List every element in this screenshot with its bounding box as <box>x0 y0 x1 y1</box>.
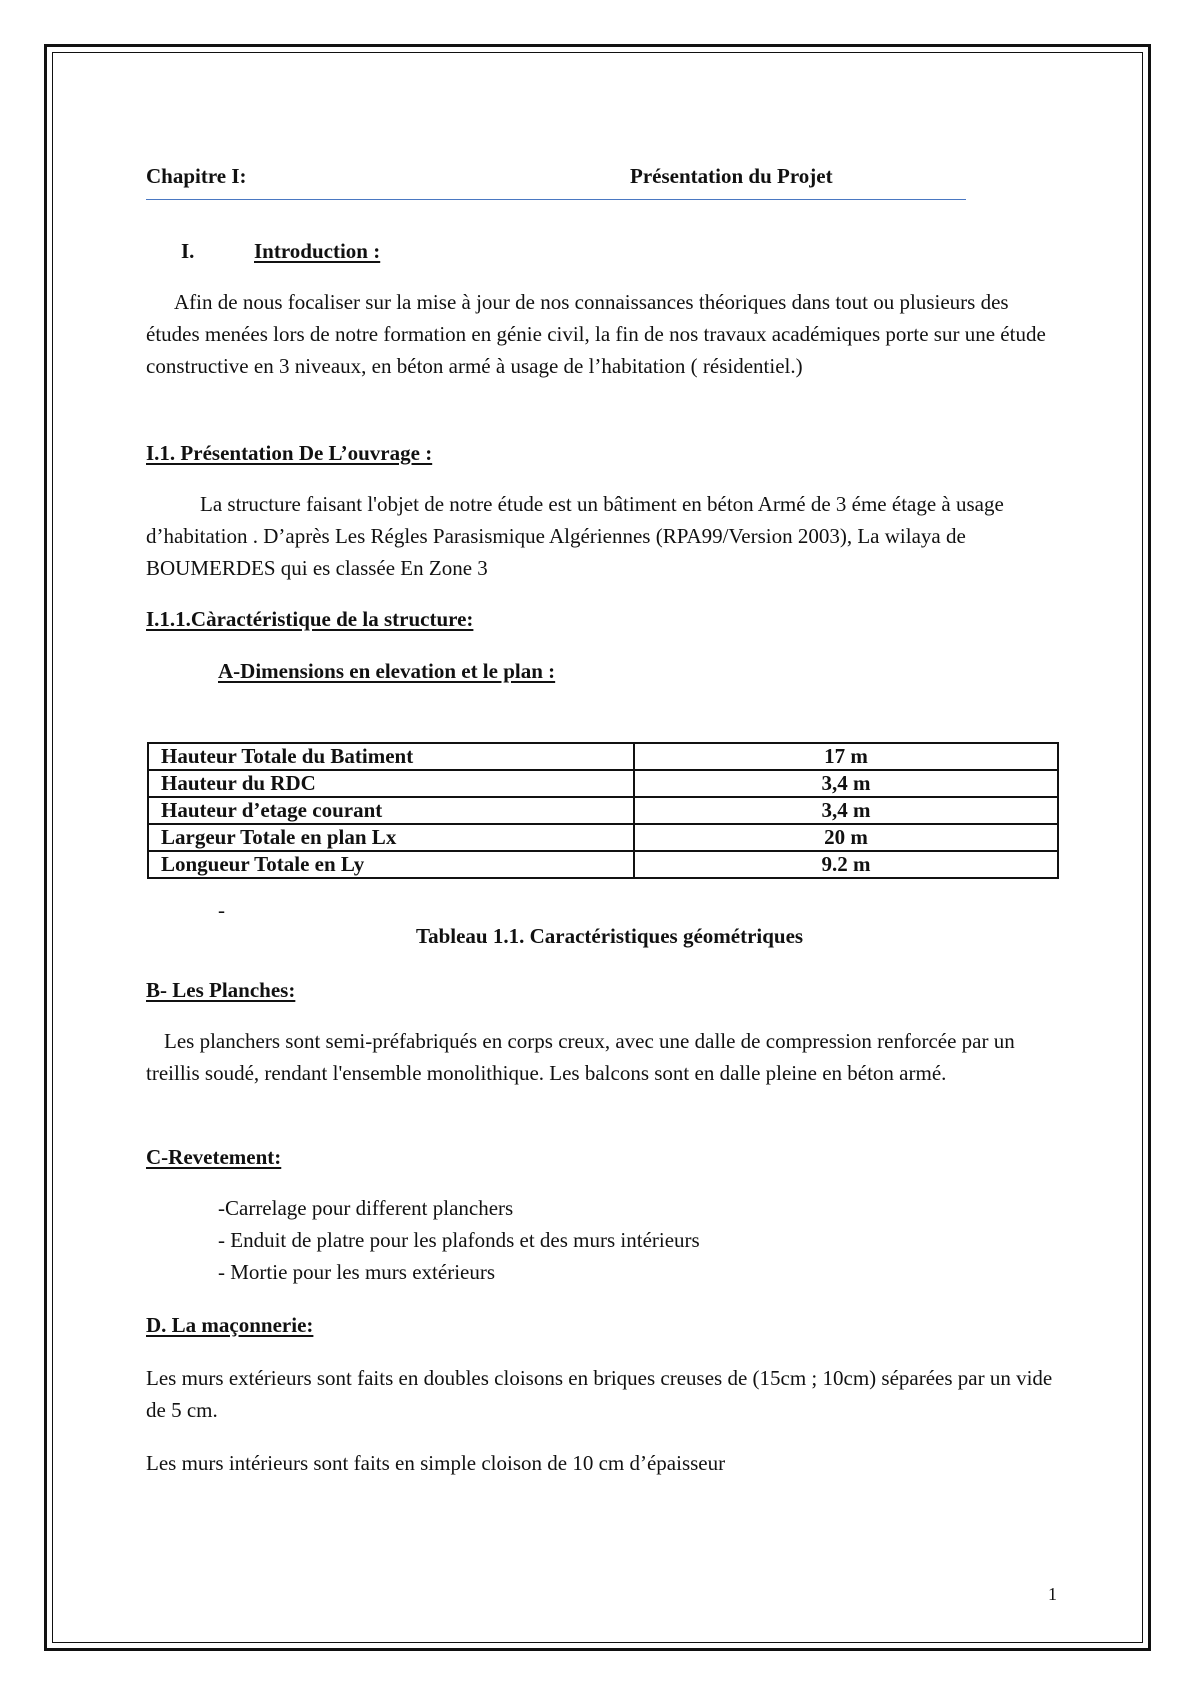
section-d-paragraph-2: Les murs intérieurs sont faits en simple cloison de 10 cm d’épaisseur <box>146 1451 726 1475</box>
list-item: - Mortie pour les murs extérieurs <box>218 1260 496 1284</box>
chapter-title: Présentation du Projet <box>630 164 833 188</box>
table-cell-label: Largeur Totale en plan Lx <box>148 824 634 851</box>
list-item: -Carrelage pour different planchers <box>218 1196 514 1220</box>
section-1-1-heading: I.1. Présentation De L’ouvrage : <box>146 441 433 465</box>
table-cell-label: Hauteur Totale du Batiment <box>148 743 634 770</box>
table-dash: - <box>218 898 225 922</box>
intro-number: I. <box>181 239 195 263</box>
revetement-list <box>218 1192 700 1288</box>
table-cell-label: Longueur Totale en Ly <box>148 851 634 878</box>
table-row <box>148 743 1058 770</box>
section-b-paragraph: Les planchers sont semi-préfabriqués en corps creux, avec une dalle de compression renforcée par un treillis soudé, rendant l'ensemble monolithique. Les balcons sont en dalle pleine en béton armé. <box>146 1029 1015 1085</box>
page-number: 1 <box>1048 1584 1057 1604</box>
chapter-label: Chapitre I: <box>146 164 247 188</box>
section-b-heading: B- Les Planches: <box>146 978 296 1002</box>
table-caption: Tableau 1.1. Caractéristiques géométriques <box>416 924 804 948</box>
table-cell-value: 3,4 m <box>634 797 1058 824</box>
section-d-paragraph-1: Les murs extérieurs sont faits en doubles cloisons en briques creuses de (15cm ; 10cm) séparées par un vide de 5 cm. <box>146 1366 1053 1422</box>
table-row <box>148 824 1058 851</box>
section-c-heading: C-Revetement: <box>146 1145 282 1169</box>
intro-heading: Introduction : <box>254 239 381 263</box>
dimensions-table <box>147 742 1059 879</box>
table-cell-label: Hauteur du RDC <box>148 770 634 797</box>
section-1-1-paragraph: La structure faisant l'objet de notre étude est un bâtiment en béton Armé de 3 éme étage à usage d’habitation . D’après Les Régles Parasismique Algériennes (RPA99/Version 2003), La wilaya de BOUMERDES qui es classée En Zone 3 <box>146 492 1004 580</box>
table-cell-value: 17 m <box>634 743 1058 770</box>
table-row <box>148 851 1058 878</box>
intro-paragraph: Afin de nous focaliser sur la mise à jour de nos connaissances théoriques dans tout ou plusieurs des études menées lors de notre formation en génie civil, la fin de nos travaux académiques porte sur une étude constructive en 3 niveaux, en béton armé à usage de l’habitation ( résidentiel.) <box>146 290 1046 378</box>
table-cell-value: 20 m <box>634 824 1058 851</box>
table-cell-value: 3,4 m <box>634 770 1058 797</box>
table-row <box>148 770 1058 797</box>
list-item: - Enduit de platre pour les plafonds et des murs intérieurs <box>218 1228 700 1252</box>
section-1-1-1-heading: I.1.1.Càractéristique de la structure: <box>146 607 474 631</box>
table-cell-value: 9.2 m <box>634 851 1058 878</box>
section-a-heading: A-Dimensions en elevation et le plan : <box>218 659 556 683</box>
table-row <box>148 797 1058 824</box>
section-d-heading: D. La maçonnerie: <box>146 1313 314 1337</box>
header-rule <box>146 199 966 200</box>
table-cell-label: Hauteur d’etage courant <box>148 797 634 824</box>
